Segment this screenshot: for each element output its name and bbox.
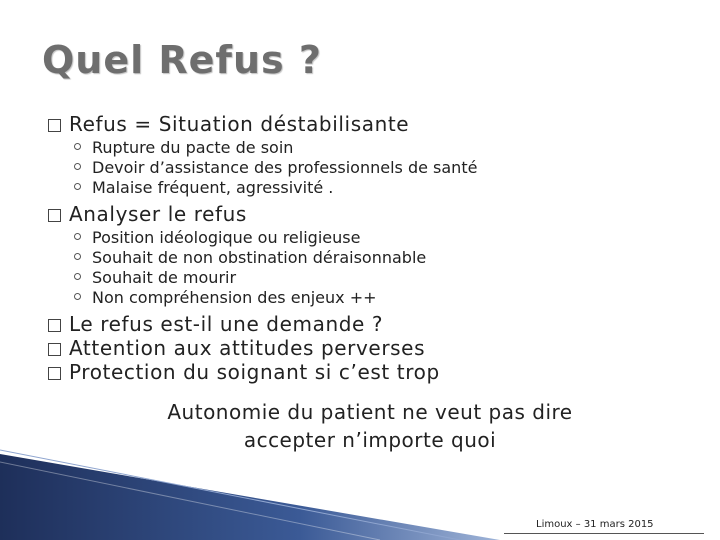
circle-bullet-icon xyxy=(74,273,81,280)
bullet-item xyxy=(48,202,708,226)
sub-item xyxy=(48,248,708,268)
circle-bullet-icon xyxy=(74,233,81,240)
bullet-item xyxy=(48,360,708,384)
sub-item-text: Non compréhension des enjeux ++ xyxy=(92,288,377,307)
quote-line: accepter n’importe quoi xyxy=(243,428,497,452)
decorative-corner-wave xyxy=(0,440,520,540)
sub-item xyxy=(48,228,708,248)
sub-list xyxy=(48,228,708,308)
checkbox-bullet-icon xyxy=(48,367,61,380)
sub-item-text: Souhait de mourir xyxy=(92,268,237,287)
sub-item xyxy=(48,138,708,158)
circle-bullet-icon xyxy=(74,163,81,170)
bullet-text: Refus = Situation déstabilisante xyxy=(69,112,410,136)
bullet-list xyxy=(48,112,708,384)
circle-bullet-icon xyxy=(74,293,81,300)
sub-item-text: Position idéologique ou religieuse xyxy=(92,228,361,247)
sub-item xyxy=(48,288,708,308)
wave-fill xyxy=(0,454,500,540)
sub-item xyxy=(48,268,708,288)
sub-item-text: Devoir d’assistance des professionnels de santé xyxy=(92,158,478,177)
bullet-text: Le refus est-il une demande ? xyxy=(69,312,384,336)
bullet-text: Attention aux attitudes perverses xyxy=(69,336,426,360)
sub-item-text: Malaise fréquent, agressivité . xyxy=(92,178,334,197)
bullet-text: Analyser le refus xyxy=(69,202,247,226)
bullet-item xyxy=(48,312,708,336)
checkbox-bullet-icon xyxy=(48,319,61,332)
circle-bullet-icon xyxy=(74,253,81,260)
checkbox-bullet-icon xyxy=(48,343,61,356)
checkbox-bullet-icon xyxy=(48,119,61,132)
sub-item-text: Rupture du pacte de soin xyxy=(92,138,294,157)
footer-text: Limoux – 31 mars 2015 xyxy=(536,519,654,530)
sub-item xyxy=(48,178,708,198)
circle-bullet-icon xyxy=(74,183,81,190)
sub-item xyxy=(48,158,708,178)
sub-list xyxy=(48,138,708,198)
footer-divider xyxy=(504,533,704,534)
checkbox-bullet-icon xyxy=(48,209,61,222)
sub-item-text: Souhait de non obstination déraisonnable xyxy=(92,248,427,267)
bullet-item xyxy=(48,112,708,136)
bullet-text: Protection du soignant si c’est trop xyxy=(69,360,440,384)
quote-line: Autonomie du patient ne veut pas dire xyxy=(167,400,573,424)
bullet-item xyxy=(48,336,708,360)
circle-bullet-icon xyxy=(74,143,81,150)
slide-title: Quel Refus ? xyxy=(42,38,322,82)
